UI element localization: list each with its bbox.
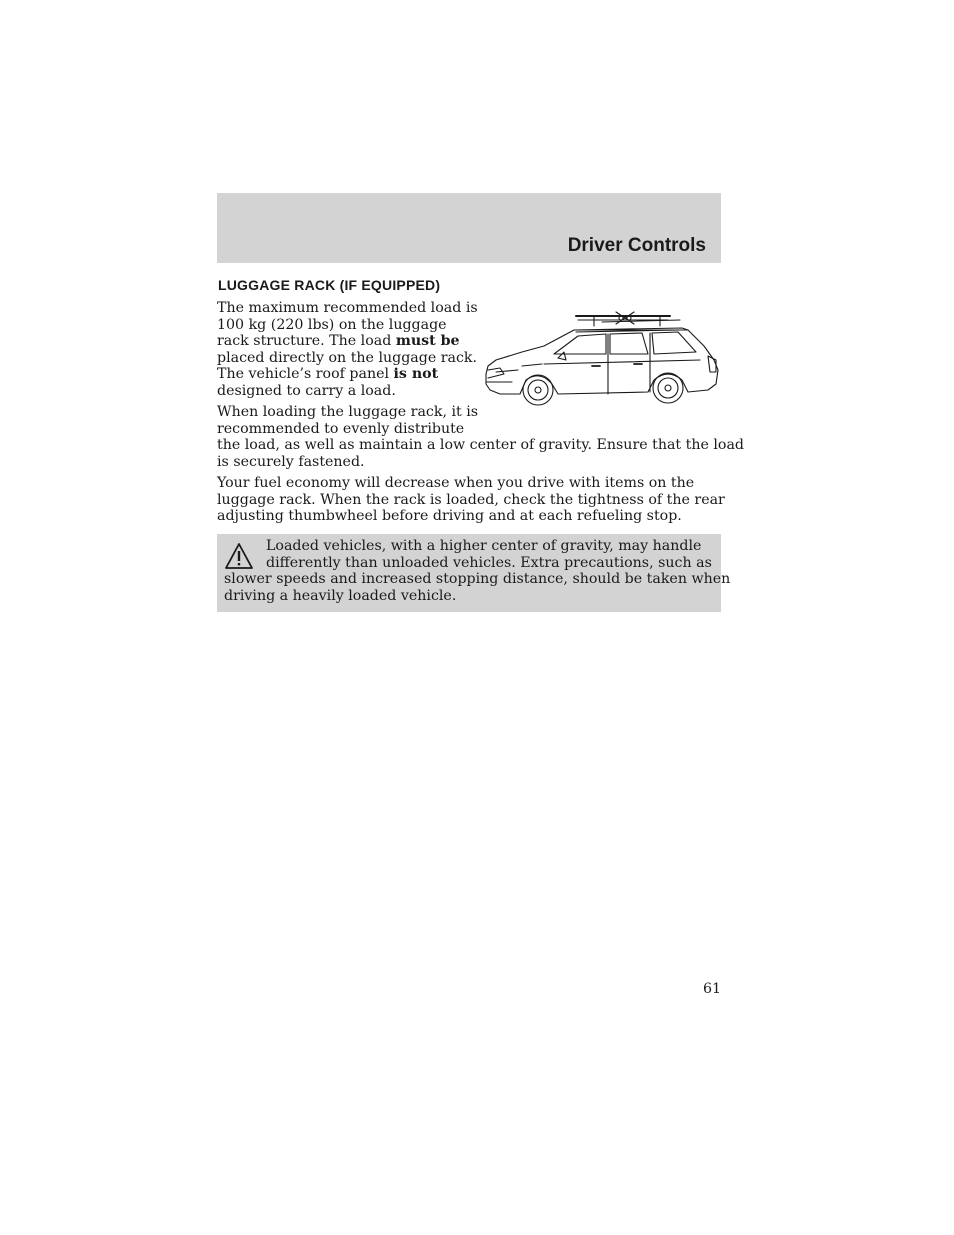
text-line: the load, as well as maintain a low center of gravity. Ensure that the load bbox=[217, 437, 745, 453]
section-title: LUGGAGE RACK (IF EQUIPPED) bbox=[218, 277, 441, 293]
text-line: slower speeds and increased stopping distance, should be taken when bbox=[224, 571, 731, 587]
header-bar bbox=[217, 193, 721, 263]
paragraph-max-load bbox=[217, 300, 482, 399]
text-line: differently than unloaded vehicles. Extra precautions, such as bbox=[266, 554, 712, 571]
paragraph-fuel-economy bbox=[217, 475, 725, 525]
chapter-title: Driver Controls bbox=[567, 235, 706, 256]
text-line: recommended to evenly distribute bbox=[217, 420, 465, 437]
text-line: luggage rack. When the rack is loaded, check the tightness of the rear bbox=[217, 491, 725, 508]
text-line: Loaded vehicles, with a higher center of gravity, may handle bbox=[266, 538, 702, 554]
text-line: When loading the luggage rack, it is bbox=[217, 404, 479, 420]
text-line: designed to carry a load. bbox=[217, 382, 396, 399]
text-line: adjusting thumbwheel before driving and at each refueling stop. bbox=[217, 508, 682, 524]
text-line bbox=[217, 333, 482, 350]
text-line: is securely fastened. bbox=[217, 453, 365, 470]
emphasis-is-not: is not bbox=[393, 366, 439, 382]
text-line: 100 kg (220 lbs) on the luggage bbox=[217, 316, 447, 333]
paragraph-loading bbox=[217, 404, 745, 470]
car-with-roof-rack-icon bbox=[482, 308, 722, 410]
page-number: 61 bbox=[702, 981, 721, 997]
emphasis-must-be: must be bbox=[395, 333, 460, 349]
text-line: placed directly on the luggage rack. bbox=[217, 349, 478, 366]
warning-box bbox=[217, 534, 731, 612]
warning-text bbox=[224, 538, 731, 604]
text-line bbox=[217, 366, 482, 383]
text-line: driving a heavily loaded vehicle. bbox=[224, 587, 457, 604]
text-segment: The vehicle’s roof panel bbox=[217, 366, 394, 382]
text-segment: rack structure. The load bbox=[217, 333, 396, 349]
text-line: Your fuel economy will decrease when you drive with items on the bbox=[217, 475, 695, 491]
text-line: The maximum recommended load is bbox=[217, 300, 478, 316]
